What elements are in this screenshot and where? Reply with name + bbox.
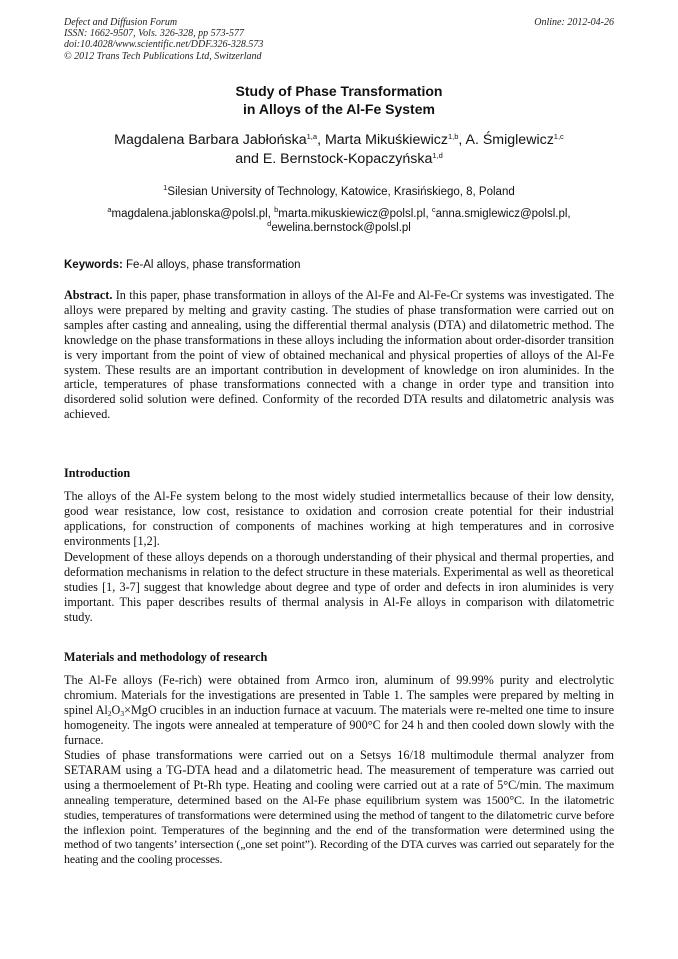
title-line-1: Study of Phase Transformation bbox=[235, 83, 443, 99]
keywords bbox=[64, 258, 614, 272]
author-4: E. Bernstock-Kopaczyńska bbox=[262, 151, 433, 167]
email-b-sup: b bbox=[274, 205, 279, 214]
doi-line: doi:10.4028/www.scientific.net/DDF.326-328.573 bbox=[64, 39, 264, 51]
email-a: magdalena.jablonska@polsl.pl bbox=[111, 208, 268, 220]
email-a-sup: a bbox=[107, 205, 112, 214]
affiliation bbox=[40, 185, 638, 199]
author-list bbox=[40, 131, 638, 169]
materials-p2-text-a: Studies of phase transformations were carried out on a Setsys 16/18 multimodule thermal analyzer from SETARAM using a TG-DTA head and a dilatometric head. The measurement of temperature was carried out using a thermoelement of Pt-Rh type. Heating and cooling were carried out at a rate of 5°C/min. bbox=[64, 748, 614, 792]
email-list bbox=[40, 207, 638, 235]
subscript-3: 3 bbox=[120, 708, 125, 718]
email-b: marta.mikuskiewicz@polsl.pl bbox=[278, 208, 426, 220]
online-date: Online: 2012-04-26 bbox=[534, 17, 614, 28]
email-sep: , bbox=[267, 208, 275, 220]
author-3-sup: 1,c bbox=[553, 132, 564, 141]
email-d-sup: d bbox=[267, 219, 272, 228]
introduction-paragraph-1: The alloys of the Al-Fe system belong to the most widely studied intermetallics because of their low density, good wear resistance, low cost, resistance to oxidation and corrosion create potential for their industrial applications, for construction of components of machines working at high temperatures and in corrosive environments [1,2]. bbox=[64, 489, 614, 548]
email-c-sup: c bbox=[431, 205, 436, 214]
issn-line: ISSN: 1662-9507, Vols. 326-328, pp 573-577 bbox=[64, 28, 244, 40]
materials-p1-text-b: O bbox=[111, 702, 121, 717]
email-c: anna.smiglewicz@polsl.pl bbox=[435, 208, 568, 220]
email-sep: , bbox=[567, 208, 571, 220]
introduction-heading: Introduction bbox=[64, 466, 131, 480]
journal-name: Defect and Diffusion Forum bbox=[64, 17, 178, 28]
subscript-2: 2 bbox=[107, 708, 112, 718]
materials-heading: Materials and methodology of research bbox=[64, 650, 268, 664]
author-4-sup: 1,d bbox=[432, 151, 443, 160]
materials-p1-text-c: ×MgO crucibles in an induction furnace at vacuum. The materials were re-melted one time to insure homogeneity. The ingots were annealed at temperature of 900°C for 24 h and then cooled down slowly with the furnace. bbox=[64, 702, 614, 747]
author-sep: , bbox=[458, 132, 466, 148]
author-2: Marta Mikuśkiewicz bbox=[324, 132, 448, 148]
author-2-sup: 1,b bbox=[447, 132, 459, 141]
introduction-paragraph-2: Development of these alloys depends on a thorough understanding of their physical and thermal properties, and deformation mechanisms in relation to the defect structure in these materials. Experimental as well as theoretical studies [1, 3-7] suggest that knowledge about degree and type of order and defects in iron aluminides is very important. This paper describes results of thermal analysis in Al-Fe alloys in comparison with dilatometric study. bbox=[64, 550, 614, 624]
author-1-sup: 1,a bbox=[306, 132, 318, 141]
affiliation-sup: 1 bbox=[163, 183, 168, 192]
title-line-2: in Alloys of the Al-Fe System bbox=[243, 101, 435, 117]
author-sep: , bbox=[317, 132, 325, 148]
journal-header bbox=[64, 17, 263, 62]
abstract bbox=[64, 288, 614, 422]
author-1: Magdalena Barbara Jabłońska bbox=[114, 132, 307, 148]
keywords-text: Fe-Al alloys, phase transformation bbox=[122, 259, 301, 271]
author-3: A. Śmiglewicz bbox=[465, 132, 554, 148]
paper-title bbox=[0, 82, 678, 118]
abstract-text: In this paper, phase transformation in alloys of the Al-Fe and Al-Fe-Cr systems was investigated. The alloys were prepared by melting and gravity casting. The studies of phase transformation were carried out on samples after casting and annealing, using the differential thermal analysis (DTA) and dilatometric method. The knowledge on the phase transformations in these alloys including the information about order-disorder transition is very important from the point of view of obtained mechanical and physical properties of alloys of the Al-Fe system. These results are an important contribution in development of knowledge on iron aluminides. In the article, temperatures of phase transformations connected with a change in order type and transition into disordered solid solution were defined. Conformity of the recorded DTA results and dilatometric analysis was achieved. bbox=[64, 288, 614, 422]
keywords-label: Keywords: bbox=[64, 259, 123, 271]
email-d: ewelina.bernstock@polsl.pl bbox=[271, 222, 411, 234]
copyright-line: © 2012 Trans Tech Publications Ltd, Switzerland bbox=[64, 50, 262, 62]
materials-p2-text-b: The maximum annealing temperature, determined based on the Al-Fe phase equilibrium system was 1500°C. In the ilatometric studies, temperatures of transformations were determined using the method of tangent to the dilatometric curve before the inflexion point. Temperatures of the beginning and the end of the transformation were determined using the method of two tangents’ intersection („one set point”). Recording of the DTA curves was carried out separately for the heating and the cooling processes. bbox=[64, 777, 614, 867]
email-sep: , bbox=[425, 208, 432, 220]
materials-paragraph-2 bbox=[64, 748, 614, 867]
abstract-label: Abstract. bbox=[64, 288, 113, 302]
materials-paragraph-1 bbox=[64, 673, 614, 748]
author-and: and bbox=[235, 151, 263, 167]
affiliation-text: Silesian University of Technology, Katowice, Krasińskiego, 8, Poland bbox=[167, 186, 515, 198]
materials-p1-text-a: The Al-Fe alloys (Fe-rich) were obtained from Armco iron, aluminum of 99.99% purity and electrolytic chromium. Materials for the investigations are presented in Table 1. The samples were prepared by melting in spinel Al bbox=[64, 673, 614, 717]
